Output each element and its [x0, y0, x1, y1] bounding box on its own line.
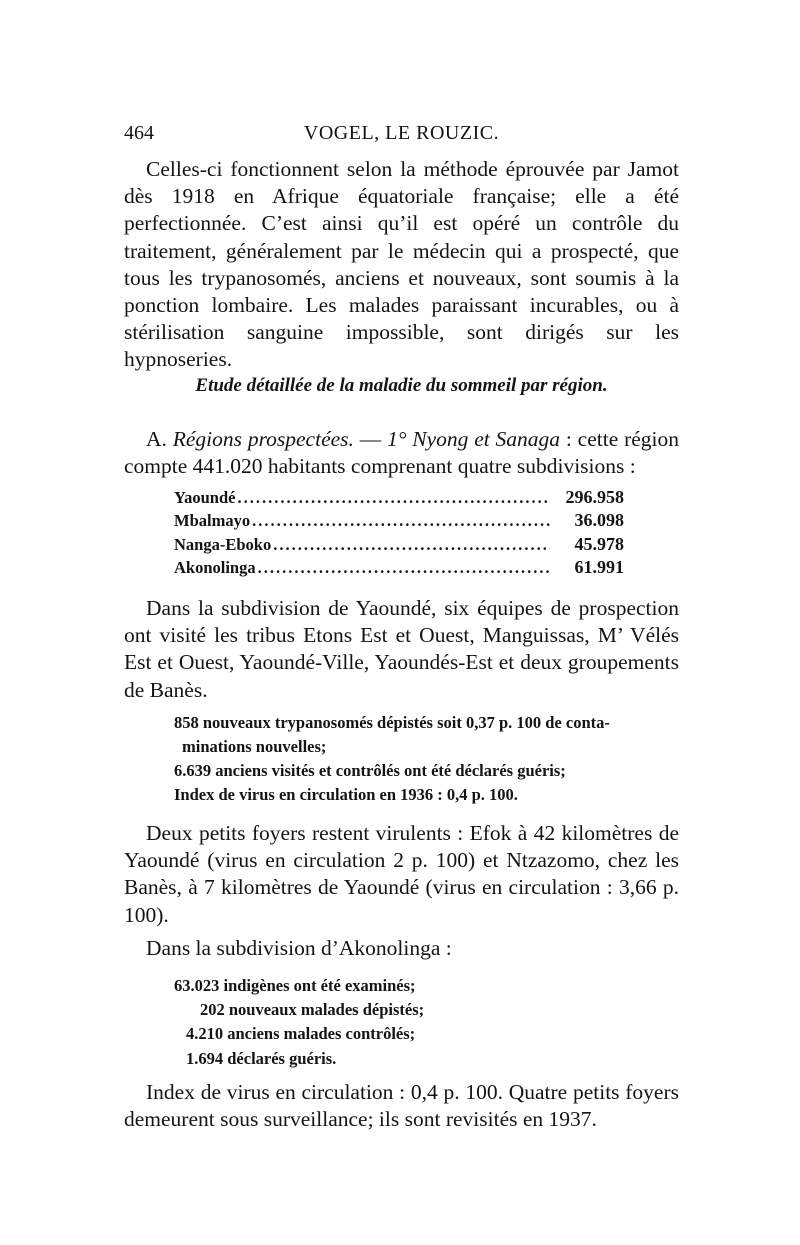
yaounde-paragraph: Dans la subdivision de Yaoundé, six équipes de prospection ont visité les tribus Etons Est et Ouest, Manguissas, M’ Vélés Est et Ouest, Yaoundé-Ville, Yaoundés-Est et deux groupements de Banès. [124, 596, 679, 702]
subdivision-row [174, 534, 624, 557]
stat-line: minations nouvelles; [182, 737, 327, 756]
region-a-rest: : cette région compte 441.020 habitants comprenant quatre subdivisions : [124, 427, 680, 479]
stat-line: 4.210 anciens malades contrôlés; [186, 1024, 416, 1044]
subdivision-population: 61.991 [574, 556, 624, 577]
subdivision-population: 296.958 [565, 487, 624, 507]
region-a-dash: — [359, 427, 382, 451]
leader-dots [258, 558, 550, 578]
foyers-paragraph: Deux petits foyers restent virulents : Efok à 42 kilomètres de Yaoundé (virus en circulation 2 p. 100) et Ntzazomo, chez les Banès, à 7 kilomètres de Yaoundé (virus en circulation : 3,66 p. 100). [124, 821, 679, 927]
stat-line: 1.694 déclarés guéris. [186, 1048, 337, 1068]
akonolinga-stats [174, 974, 594, 1071]
leader-dots [237, 488, 550, 508]
subdivision-row [174, 557, 624, 580]
running-header [124, 122, 679, 148]
yaounde-stats [174, 711, 684, 807]
page-number: 464 [124, 122, 154, 144]
stat-line: 202 nouveaux malades dépistés; [200, 1000, 425, 1020]
subdivision-name: Nanga-Eboko [174, 534, 272, 554]
subdivision-row [174, 510, 624, 533]
intro-paragraph: Celles-ci fonctionnent selon la méthode éprouvée par Jamot dès 1918 en Afrique équatoriale française; elle a été perfectionnée. C’est ainsi qu’il est opéré un contrôle du traitement, généralement par le médecin qui a prospecté, que tous les trypanosomés, anciens et nouveaux, sont soumis à la ponction lombaire. Les malades paraissant incurables, ou à stérilisation sanguine impossible, sont dirigés sur les hypnoseries. [124, 157, 679, 372]
subdivision-population: 45.978 [574, 533, 624, 554]
region-a-paragraph [124, 426, 679, 480]
akonolinga-intro: Dans la subdivision d’Akonolinga : [146, 936, 452, 960]
stat-line: 6.639 anciens visités et contrôlés ont été déclarés guéris; [174, 761, 566, 780]
region-a-subtitle: 1° Nyong et Sanaga [387, 427, 561, 451]
subdivisions-table [174, 487, 624, 580]
closing-paragraph: Index de virus en circulation : 0,4 p. 100. Quatre petits foyers demeurent sous surveillance; ils sont revisités en 1937. [124, 1080, 679, 1132]
subdivision-name: Yaoundé [174, 488, 236, 507]
section-heading: Etude détaillée de la maladie du sommeil par région. [195, 375, 608, 396]
stat-line: 858 nouveaux trypanosomés dépistés soit 0,37 p. 100 de conta- [174, 713, 610, 732]
subdivision-population: 36.098 [574, 510, 624, 531]
stat-line: 63.023 indigènes ont été examinés; [174, 976, 416, 995]
region-a-title: Régions prospectées. [172, 427, 354, 451]
region-a-label: A. [146, 427, 167, 451]
running-title: VOGEL, LE ROUZIC. [303, 122, 500, 144]
subdivision-name: Mbalmayo [174, 511, 251, 531]
leader-dots [252, 511, 550, 531]
leader-dots [273, 535, 550, 555]
stat-line: Index de virus en circulation en 1936 : 0,4 p. 100. [174, 785, 518, 804]
subdivision-name: Akonolinga [174, 557, 256, 577]
subdivision-row [174, 487, 624, 510]
